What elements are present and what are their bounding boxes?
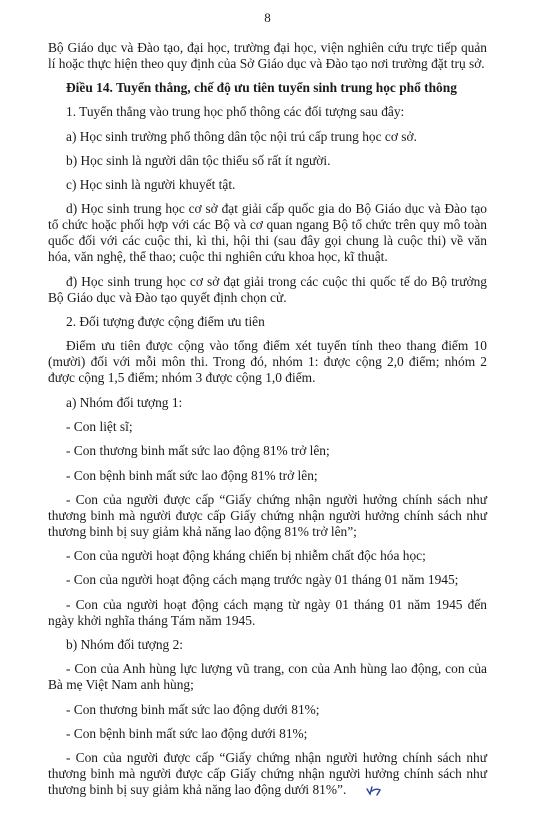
intro-paragraph: Bộ Giáo dục và Đào tạo, đại học, trường đại học, viện nghiên cứu trực tiếp quản lí hoặc thực hiện theo quy định của Sở Giáo dục và Đào tạo nơi trường đặt trụ sở. bbox=[48, 40, 487, 71]
clause-1: 1. Tuyển thẳng vào trung học phổ thông các đối tượng sau đây: bbox=[66, 104, 405, 120]
clause-2-description: Điểm ưu tiên được cộng vào tổng điểm xét tuyển tính theo thang điểm 10 (mười) đối với mỗi môn thi. Trong đó, nhóm 1: được cộng 2,0 điểm; nhóm 2 được cộng 1,5 điểm; nhóm 3 được cộng 1,0 điểm. bbox=[48, 338, 487, 386]
clause-1c: c) Học sinh là người khuyết tật. bbox=[66, 177, 236, 193]
clause-1b: b) Học sinh là người dân tộc thiểu số rất ít người. bbox=[66, 152, 331, 168]
group-1-item: - Con của người hoạt động cách mạng trước ngày 01 tháng 01 năm 1945; bbox=[66, 572, 459, 588]
group-1-item: - Con của người được cấp “Giấy chứng nhận người hưởng chính sách như thương binh mà người được cấp Giấy chứng nhận người hưởng chính sách như thương binh bị suy giảm khả năng lao động 81% trở lên”; bbox=[48, 491, 487, 539]
group-1-item: - Con thương binh mất sức lao động 81% trở lên; bbox=[66, 443, 330, 459]
clause-2: 2. Đối tượng được cộng điểm ưu tiên bbox=[66, 314, 265, 330]
article-heading: Điều 14. Tuyển thẳng, chế độ ưu tiên tuyển sinh trung học phổ thông bbox=[66, 80, 457, 96]
page-number: 8 bbox=[264, 10, 271, 25]
initial-signature-mark bbox=[348, 784, 382, 800]
clause-1dd: đ) Học sinh trung học cơ sở đạt giải trong các cuộc thi quốc tế do Bộ trưởng Bộ Giáo dục và Đào tạo quyết định chọn cử. bbox=[48, 273, 487, 305]
group-1-item: - Con bệnh binh mất sức lao động 81% trở lên; bbox=[66, 467, 318, 483]
group-1-item: - Con của người hoạt động cách mạng từ ngày 01 tháng 01 năm 1945 đến ngày khởi nghĩa tháng Tám năm 1945. bbox=[48, 596, 487, 628]
group-2-item: - Con thương binh mất sức lao động dưới 81%; bbox=[66, 701, 320, 717]
group-2-item: - Con của Anh hùng lực lượng vũ trang, con của Anh hùng lao động, con của Bà mẹ Việt Nam anh hùng; bbox=[48, 661, 487, 693]
group-2-item-text: - Con của người được cấp “Giấy chứng nhận người hưởng chính sách như thương binh mà người được cấp Giấy chứng nhận người hưởng chính sách như thương binh bị suy giảm khả năng lao động dưới 81%”. bbox=[48, 750, 487, 798]
clause-1a: a) Học sinh trường phổ thông dân tộc nội trú cấp trung học cơ sở. bbox=[66, 128, 417, 144]
clause-1d: d) Học sinh trung học cơ sở đạt giải cấp quốc gia do Bộ Giáo dục và Đào tạo tổ chức hoặc phối hợp với các Bộ và cơ quan ngang Bộ tổ chức trên quy mô toàn quốc đối với các cuộc thi, kì thi, hội thi (sau đây gọi chung là cuộc thi) về văn hóa, văn nghệ, thể thao; cuộc thi nghiên cứu khoa học, kĩ thuật. bbox=[48, 201, 487, 265]
group-2-item: - Con bệnh binh mất sức lao động dưới 81%; bbox=[66, 725, 308, 741]
group-2-item bbox=[48, 750, 487, 800]
group-1-heading: a) Nhóm đối tượng 1: bbox=[66, 394, 183, 410]
group-2-heading: b) Nhóm đối tượng 2: bbox=[66, 637, 183, 653]
group-1-item: - Con liệt sĩ; bbox=[66, 418, 133, 434]
group-1-item: - Con của người hoạt động kháng chiến bị nhiễm chất độc hóa học; bbox=[66, 548, 426, 564]
